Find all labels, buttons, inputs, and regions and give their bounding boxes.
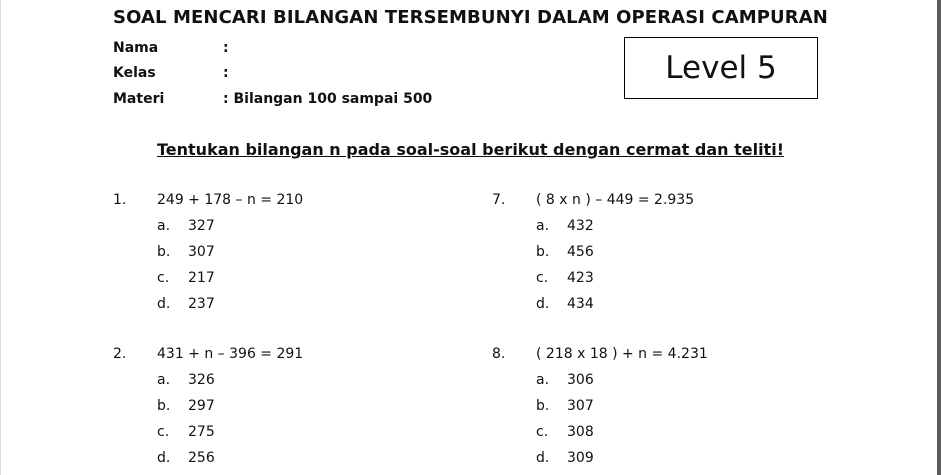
info-row-kelas — [113, 63, 229, 83]
worksheet-title: SOAL MENCARI BILANGAN TERSEMBUNYI DALAM OPERASI CAMPURAN — [113, 7, 828, 28]
option-d: d. 237 — [157, 296, 215, 312]
option-c: c. 308 — [536, 424, 594, 440]
question-number: 1. — [113, 192, 127, 208]
option-d: d. 309 — [536, 450, 594, 466]
info-value: : — [223, 65, 229, 81]
level-badge: Level 5 — [624, 37, 818, 99]
option-b: b. 307 — [157, 244, 215, 260]
option-a: a. 327 — [157, 218, 215, 234]
question-number: 7. — [492, 192, 506, 208]
page-left-edge — [0, 0, 1, 475]
info-label: Kelas — [113, 65, 156, 81]
option-a: a. 432 — [536, 218, 594, 234]
question-text: 249 + 178 – n = 210 — [157, 192, 304, 208]
question-8 — [492, 341, 708, 471]
info-value: : — [223, 40, 229, 56]
question-1 — [113, 187, 303, 317]
info-label: Nama — [113, 40, 159, 56]
option-c: c. 423 — [536, 270, 594, 286]
info-row-nama — [113, 38, 229, 58]
option-a: a. 306 — [536, 372, 594, 388]
option-b: b. 307 — [536, 398, 594, 414]
option-d: d. 434 — [536, 296, 594, 312]
info-label: Materi — [113, 91, 165, 107]
page-right-edge — [937, 0, 941, 475]
option-b: b. 456 — [536, 244, 594, 260]
instruction-text: Tentukan bilangan n pada soal-soal berikut dengan cermat dan teliti! — [157, 140, 784, 159]
question-2 — [113, 341, 303, 471]
question-number: 8. — [492, 346, 506, 362]
question-7 — [492, 187, 694, 317]
option-d: d. 256 — [157, 450, 215, 466]
question-number: 2. — [113, 346, 127, 362]
option-a: a. 326 — [157, 372, 215, 388]
info-value: : Bilangan 100 sampai 500 — [223, 91, 433, 107]
question-text: ( 8 x n ) – 449 = 2.935 — [536, 192, 695, 208]
option-c: c. 217 — [157, 270, 215, 286]
question-text: 431 + n – 396 = 291 — [157, 346, 304, 362]
option-b: b. 297 — [157, 398, 215, 414]
info-row-materi — [113, 89, 432, 109]
option-c: c. 275 — [157, 424, 215, 440]
question-text: ( 218 x 18 ) + n = 4.231 — [536, 346, 708, 362]
